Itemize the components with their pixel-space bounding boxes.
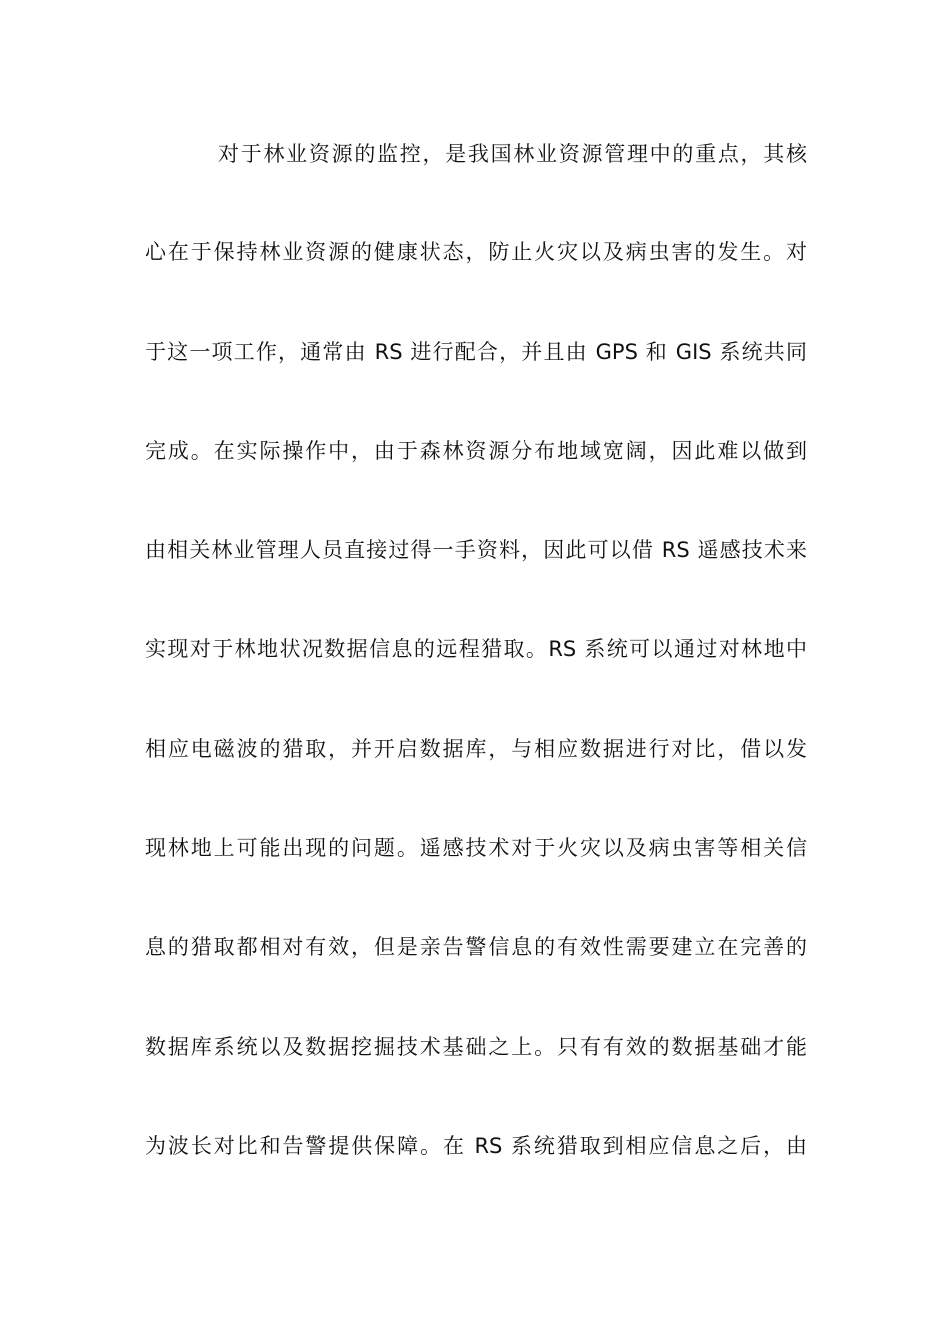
- paragraph-line: 完成。在实际操作中，由于森林资源分布地域宽阔，因此难以做到: [145, 439, 807, 463]
- paragraph-line: 为波长对比和告警提供保障。在 RS 系统猎取到相应信息之后，由: [145, 1134, 807, 1158]
- paragraph-line: 对于林业资源的监控，是我国林业资源管理中的重点，其核: [218, 142, 807, 166]
- paragraph-line: 心在于保持林业资源的健康状态，防止火灾以及病虫害的发生。对: [145, 240, 807, 264]
- paragraph-line: 于这一项工作，通常由 RS 进行配合，并且由 GPS 和 GIS 系统共同: [145, 340, 807, 364]
- paragraph-line: 相应电磁波的猎取，并开启数据库，与相应数据进行对比，借以发: [145, 737, 807, 761]
- paragraph-line: 息的猎取都相对有效，但是亲告警信息的有效性需要建立在完善的: [145, 935, 807, 959]
- paragraph-line: 数据库系统以及数据挖掘技术基础之上。只有有效的数据基础才能: [145, 1035, 807, 1059]
- paragraph-line: 由相关林业管理人员直接过得一手资料，因此可以借 RS 遥感技术来: [145, 538, 807, 562]
- paragraph-line: 现林地上可能出现的问题。遥感技术对于火灾以及病虫害等相关信: [145, 836, 807, 860]
- paragraph-line: 实现对于林地状况数据信息的远程猎取。RS 系统可以通过对林地中: [145, 637, 807, 661]
